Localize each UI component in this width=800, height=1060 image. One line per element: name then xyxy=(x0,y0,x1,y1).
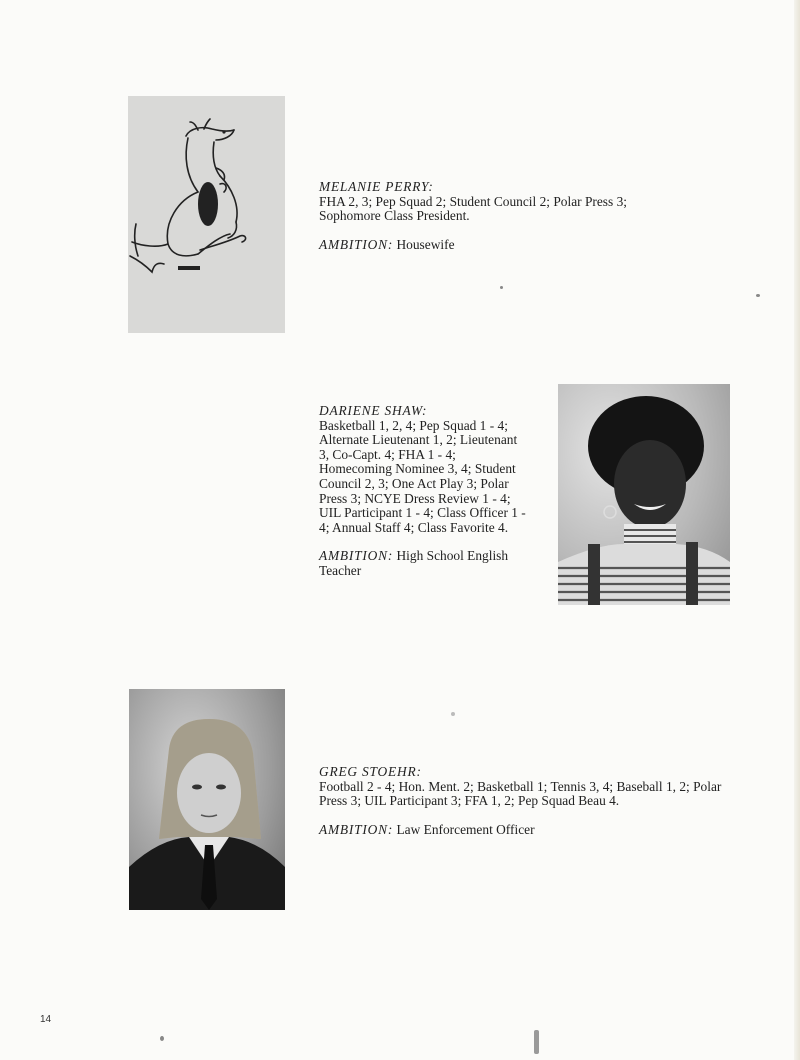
student-portrait-photo xyxy=(129,689,285,910)
ambition-label: AMBITION: xyxy=(319,548,394,564)
print-speck xyxy=(756,294,760,297)
ambition-value: Law Enforcement Officer xyxy=(396,821,535,837)
student-activities: FHA 2, 3; Pep Squad 2; Student Council 2; Polar Press 3; Sophomore Class President. xyxy=(319,193,627,224)
student-ambition xyxy=(319,823,729,838)
student-ambition xyxy=(319,549,527,578)
student-entry-greg xyxy=(319,765,729,837)
student-entry-dariene xyxy=(319,404,527,579)
portrait-silhouette-icon xyxy=(558,384,730,605)
portrait-silhouette-icon xyxy=(129,689,285,910)
ambition-label: AMBITION: xyxy=(319,821,394,837)
page-edge xyxy=(794,0,800,1060)
student-activities: Basketball 1, 2, 4; Pep Squad 1 - 4; Alternate Lieutenant 1, 2; Lieutenant 3, Co-Capt. 4; FHA 1 - 4; Homecoming Nominee 3, 4; Student Council 2, 3; One Act Play 3; Polar Press 3; NCYE Dress Review 1 - 4; UIL Participant 1 - 4; Class Officer 1 - 4; Annual Staff 4; Class Favorite 4. xyxy=(319,417,526,535)
print-speck xyxy=(500,286,503,289)
student-ambition xyxy=(319,238,679,253)
student-entry-melanie xyxy=(319,180,679,252)
student-name: GREG STOEHR: xyxy=(319,764,422,779)
print-speck xyxy=(534,1030,539,1054)
print-speck xyxy=(451,712,455,716)
student-activities: Football 2 - 4; Hon. Ment. 2; Basketball 1; Tennis 3, 4; Baseball 1, 2; Polar Press 3; UIL Participant 3; FFA 1, 2; Pep Squad Beau 4. xyxy=(319,778,722,809)
ambition-value: High School English Teacher xyxy=(319,548,509,578)
student-name: DARIENE SHAW: xyxy=(319,403,428,418)
print-speck xyxy=(160,1036,164,1041)
student-name: MELANIE PERRY: xyxy=(319,179,434,194)
cartoon-drawing-photo xyxy=(128,96,285,333)
ambition-value: Housewife xyxy=(396,236,455,252)
page-number: 14 xyxy=(40,1014,52,1025)
student-portrait-photo xyxy=(558,384,730,605)
ambition-label: AMBITION: xyxy=(319,236,394,252)
kangaroo-cartoon-icon xyxy=(128,96,285,333)
